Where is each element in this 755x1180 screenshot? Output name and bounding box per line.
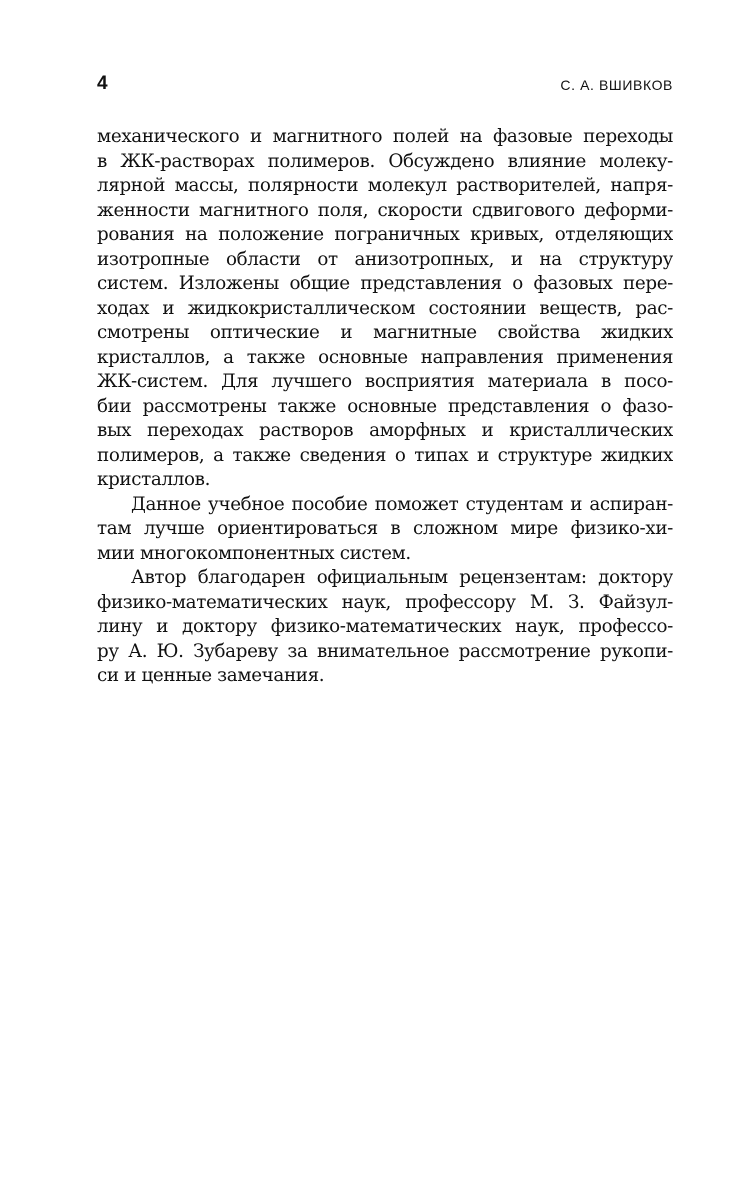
text-line: кристаллов, а также основные направления применения xyxy=(97,346,673,368)
text-line: полимеров, а также сведения о типах и структуре жидких xyxy=(97,444,673,466)
page-number: 4 xyxy=(97,73,108,94)
text-line: лину и доктору физико-математических наук, профессо- xyxy=(97,616,673,637)
text-line: систем. Изложены общие представления о фазовых пере- xyxy=(97,273,673,294)
running-head-author: С. А. ВШИВКОВ xyxy=(560,77,673,93)
text-line: лярной массы, полярности молекул растворителей, напря- xyxy=(97,175,673,196)
text-line: в ЖК-растворах полимеров. Обсуждено влияние молеку- xyxy=(97,150,673,172)
text-line: смотрены оптические и магнитные свойства жидких xyxy=(97,322,673,343)
text-line: вых переходах растворов аморфных и кристаллических xyxy=(97,420,673,441)
text-line: ЖК-систем. Для лучшего восприятия материала в посо- xyxy=(97,371,673,392)
text-line: си и ценные замечания. xyxy=(97,665,325,686)
text-line: рования на положение пограничных кривых, отделяющих xyxy=(97,224,673,245)
paragraph-first-line: Автор благодарен официальным рецензентам: доктору xyxy=(131,567,673,588)
text-line: механического и магнитного полей на фазовые переходы xyxy=(97,126,673,147)
text-line: изотропные области от анизотропных, и на структуру xyxy=(97,248,673,270)
text-line: там лучше ориентироваться в сложном мире физико-хи- xyxy=(97,518,673,539)
text-line: ру А. Ю. Зубареву за внимательное рассмотрение рукопи- xyxy=(97,640,673,662)
text-line: мии многокомпонентных систем. xyxy=(97,542,411,564)
body-text xyxy=(97,125,673,689)
text-line: ходах и жидкокристаллическом состоянии веществ, рас- xyxy=(97,297,673,319)
text-line: бии рассмотрены также основные представления о фазо- xyxy=(97,395,673,417)
text-line: кристаллов. xyxy=(97,469,211,490)
text-line: женности магнитного поля, скорости сдвигового деформи- xyxy=(97,199,673,221)
page-header xyxy=(97,72,673,96)
paragraph-first-line: Данное учебное пособие поможет студентам и аспиран- xyxy=(131,493,673,515)
text-line: физико-математических наук, профессору М. З. Файзул- xyxy=(97,591,673,613)
